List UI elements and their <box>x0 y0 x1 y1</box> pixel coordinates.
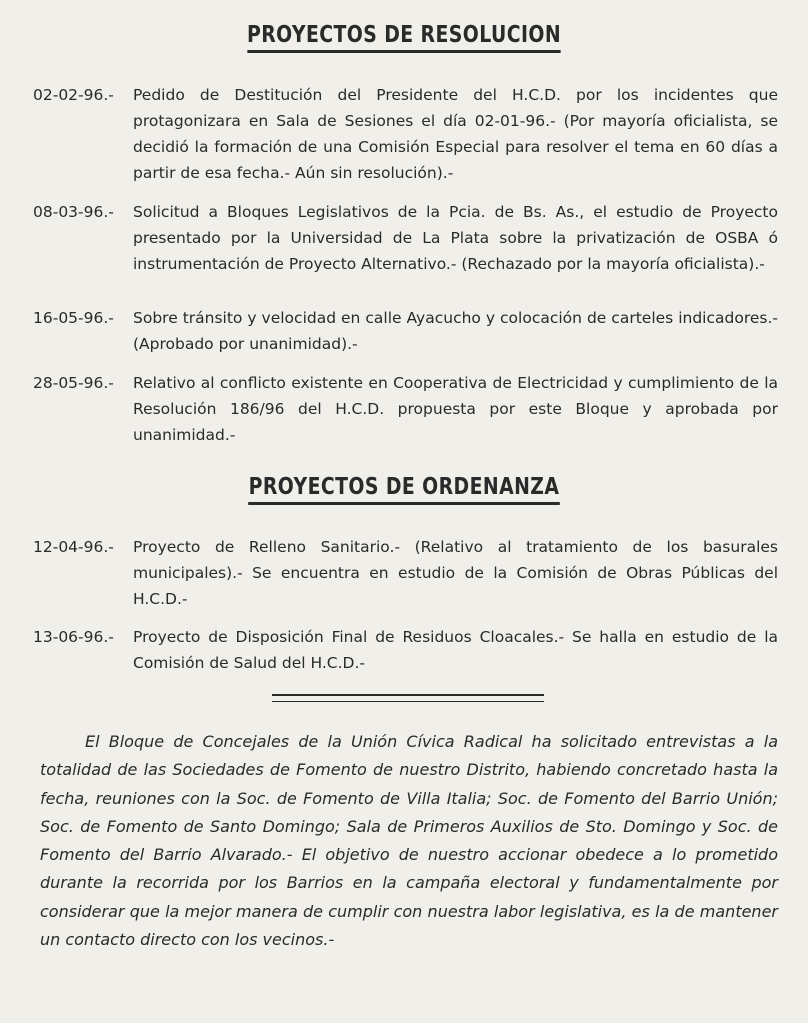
divider-rule <box>272 694 544 696</box>
entry-text: Proyecto de Relleno Sanitario.- (Relativo al tratamiento de los basurales municipales).- Se encuentra en estudio de la Comisión de Obras Públicas del H.C.D.- <box>133 538 778 608</box>
ordenanza-entry <box>33 534 778 612</box>
entry-date: 28-05-96.- <box>33 374 114 392</box>
ordenanza-entry <box>33 624 778 676</box>
ordenanza-heading-text: PROYECTOS DE ORDENANZA <box>249 474 560 505</box>
closing-paragraph: El Bloque de Concejales de la Unión Cívica Radical ha solicitado entrevistas a la totalidad de las Sociedades de Fomento de nuestro Distrito, habiendo concretado hasta la fecha, reuniones con la Soc. de Fomento de Villa Italia; Soc. de Fomento del Barrio Unión; Soc. de Fomento de Santo Domingo; Sala de Primeros Auxilios de Sto. Domingo y Soc. de Fomento del Barrio Alvarado.- El objetivo de nuestro accionar obedece a lo prometido durante la recorrida por los Barrios en la campaña electoral y fundamentalmente por considerar que la mejor manera de cumplir con nuestra labor legislativa, es la de mantener un contacto directo con los vecinos.- <box>40 732 778 950</box>
entry-date: 08-03-96.- <box>33 203 114 221</box>
ordenanza-heading <box>73 474 736 505</box>
entry-date: 16-05-96.- <box>33 309 114 327</box>
entry-text: Solicitud a Bloques Legislativos de la Pcia. de Bs. As., el estudio de Proyecto presentado por la Universidad de La Plata sobre la privatización de OSBA ó instrumentación de Proyecto Alternativo.- (Rechazado por la mayoría oficialista).- <box>133 203 778 273</box>
resolucion-entry <box>33 370 778 448</box>
entry-date: 02-02-96.- <box>33 86 114 104</box>
resolucion-entry <box>33 199 778 277</box>
resolucion-heading <box>73 22 736 53</box>
entry-text: Pedido de Destitución del Presidente del H.C.D. por los incidentes que protagonizara en Sala de Sesiones el día 02-01-96.- (Por mayoría oficialista, se decidió la formación de una Comisión Especial para resolver el tema en 60 días a partir de esa fecha.- Aún sin resolución).- <box>133 86 778 182</box>
entry-text: Proyecto de Disposición Final de Residuos Cloacales.- Se halla en estudio de la Comisión de Salud del H.C.D.- <box>133 628 778 672</box>
entry-date: 12-04-96.- <box>33 538 114 556</box>
divider-rule <box>272 701 544 702</box>
entry-text: Relativo al conflicto existente en Cooperativa de Electricidad y cumplimiento de la Resolución 186/96 del H.C.D. propuesta por este Bloque y aprobada por unanimidad.- <box>133 374 778 444</box>
entry-text: Sobre tránsito y velocidad en calle Ayacucho y colocación de carteles indicadores.- (Aprobado por unanimidad).- <box>133 309 778 353</box>
entry-date: 13-06-96.- <box>33 628 114 646</box>
resolucion-heading-text: PROYECTOS DE RESOLUCION <box>247 22 561 53</box>
resolucion-entry <box>33 82 778 186</box>
resolucion-entry <box>33 305 778 357</box>
